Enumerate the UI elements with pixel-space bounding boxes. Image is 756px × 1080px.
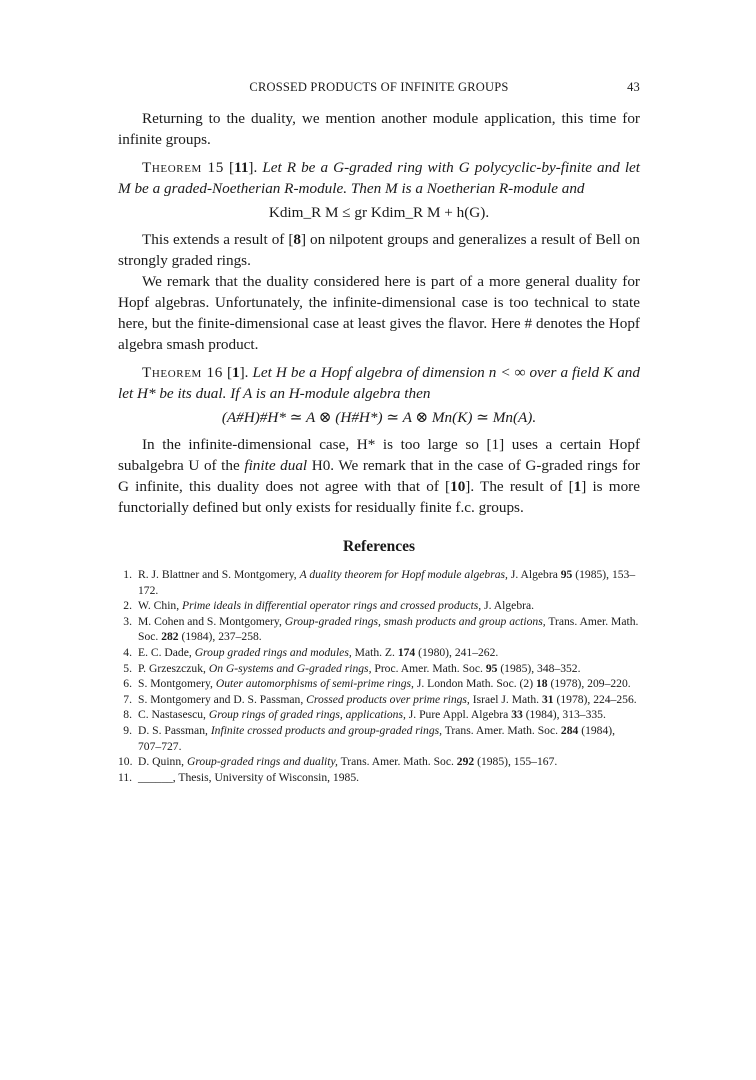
reference-title: Group-graded rings and duality,	[186, 755, 338, 769]
reference-volume: 33	[511, 708, 523, 722]
reference-item	[118, 707, 640, 723]
reference-volume: 31	[541, 692, 554, 706]
references-heading: References	[342, 538, 415, 555]
reference-details: (1985), 155–167.	[477, 755, 558, 769]
running-title: CROSSED PRODUCTS OF INFINITE GROUPS	[249, 80, 509, 94]
reference-item	[118, 598, 640, 614]
reference-volume: 284	[560, 723, 579, 737]
reference-journal: J. Pure Appl. Algebra	[408, 708, 509, 722]
reference-details: (1978), 224–256.	[556, 692, 637, 706]
reference-authors: ______,	[138, 770, 176, 784]
reference-number: 6.	[123, 677, 132, 691]
reference-details: (1985), 348–352.	[500, 661, 581, 675]
reference-authors: C. Nastasescu,	[138, 708, 206, 722]
reference-details: (1984), 707–727.	[138, 723, 616, 753]
reference-item	[118, 692, 640, 708]
reference-item	[118, 614, 640, 645]
reference-details: (1984), 237–258.	[181, 630, 262, 644]
theorem-16-citation: 1	[232, 364, 240, 381]
reference-authors: E. C. Dade,	[138, 645, 192, 659]
reference-journal: J. Algebra.	[484, 599, 535, 613]
reference-journal: Math. Z.	[354, 645, 395, 659]
reference-authors: S. Montgomery,	[138, 677, 213, 691]
reference-title: On G-systems and G-graded rings,	[208, 661, 372, 675]
reference-number: 3.	[123, 614, 132, 628]
reference-item	[118, 567, 640, 598]
reference-number: 2.	[123, 599, 132, 613]
theorem-16-formula: (A#H)#H* ≃ A ⊗ (H#H*) ≃ A ⊗ Mn(K) ≃ Mn(A).	[221, 409, 537, 426]
reference-journal: Thesis, University of Wisconsin, 1985.	[178, 770, 360, 784]
reference-journal: Trans. Amer. Math. Soc.	[138, 614, 639, 644]
reference-authors: W. Chin,	[138, 599, 180, 613]
reference-volume: 95	[485, 661, 498, 675]
reference-authors: P. Grzeszczuk,	[138, 661, 206, 675]
reference-journal: J. Algebra	[510, 568, 558, 581]
reference-details: (1978), 209–220.	[550, 677, 631, 691]
running-head	[118, 80, 640, 95]
theorem-16: Theorem 16 [1]. Let H be a Hopf algebra of dimension n < ∞ over a field K and let H* be its dual. If A is an H-module algebra then	[118, 364, 640, 402]
citation-1: 1	[573, 478, 582, 495]
reference-item	[118, 723, 640, 754]
theorem-15-formula: Kdim_R M ≤ gr Kdim_R M + h(G).	[268, 204, 490, 221]
theorem-16-statement: Let H be a Hopf algebra of dimension n < ∞ over a field K and let H* be its dual. If A is an H-module algebra then	[118, 364, 640, 402]
theorem-16-label: Theorem 16	[142, 364, 223, 381]
reference-number: 1.	[123, 568, 132, 581]
reference-authors: D. S. Passman,	[138, 723, 208, 737]
paragraph-duality-intro: Returning to the duality, we mention another module application, this time for infinite groups.	[118, 110, 640, 148]
reference-journal: Trans. Amer. Math. Soc.	[444, 723, 558, 737]
reference-number: 10.	[118, 755, 133, 769]
reference-number: 8.	[123, 708, 132, 722]
theorem-15-statement: Let R be a G-graded ring with G polycyclic-by-finite and let M be a graded-Noetherian R-module. Then M is a Noetherian R-module and	[118, 159, 641, 197]
reference-journal: Israel J. Math.	[472, 692, 540, 706]
reference-journal: J. London Math. Soc. (2)	[416, 677, 534, 691]
reference-details: (1985), 153–172.	[138, 568, 636, 597]
reference-authors: R. J. Blattner and S. Montgomery,	[138, 568, 297, 581]
paragraph-hopf-remark: We remark that the duality considered here is part of a more general duality for Hopf algebras. Unfortunately, the infinite-dimensional case is too technical to state here, but the finite-dimensional case at least gives the flavor. Here # denotes the Hopf algebra smash product.	[118, 273, 640, 353]
reference-item	[118, 754, 640, 770]
reference-title: Group graded rings and modules,	[194, 645, 352, 659]
reference-number: 11.	[118, 770, 133, 784]
reference-title: Infinite crossed products and group-graded rings,	[210, 723, 443, 737]
reference-list	[118, 567, 640, 785]
citation-8: 8	[293, 231, 301, 248]
citation-10: 10	[450, 478, 466, 495]
reference-item	[118, 661, 640, 677]
reference-volume: 282	[161, 630, 179, 644]
reference-item	[118, 645, 640, 661]
theorem-15-citation: 11	[234, 159, 249, 176]
reference-number: 5.	[123, 661, 132, 675]
reference-title: Prime ideals in differential operator rings and crossed products,	[182, 599, 482, 613]
reference-title: A duality theorem for Hopf module algebras,	[299, 568, 508, 581]
reference-volume: 18	[535, 677, 548, 691]
reference-journal: Trans. Amer. Math. Soc.	[340, 755, 454, 769]
reference-authors: M. Cohen and S. Montgomery,	[138, 614, 282, 628]
theorem-15: Theorem 15 [11]. Let R be a G-graded ring with G polycyclic-by-finite and let M be a graded-Noetherian R-module. Then M is a Noetherian R-module and	[118, 159, 641, 197]
reference-details: (1984), 313–335.	[525, 708, 606, 722]
reference-volume: 292	[456, 755, 475, 769]
reference-item	[118, 770, 640, 786]
theorem-15-label: Theorem 15	[142, 159, 224, 176]
reference-journal: Proc. Amer. Math. Soc.	[374, 661, 483, 675]
reference-details: (1980), 241–262.	[418, 645, 499, 659]
reference-item	[118, 676, 640, 692]
body-text	[118, 108, 640, 785]
paragraph-infinite-case: In the infinite-dimensional case, H* is too large so [1] uses a certain Hopf subalgebra U of the finite dual H0. We remark that in the case of G-graded rings for G infinite, this duality does not agree with that of [10]. The result of [1] is more functorially defined but only exists for residually finite f.c. groups.	[118, 436, 640, 516]
reference-volume: 174	[397, 645, 416, 659]
reference-number: 7.	[123, 692, 132, 706]
reference-authors: D. Quinn,	[138, 755, 185, 769]
paragraph-extension: This extends a result of [8] on nilpotent groups and generalizes a result of Bell on strongly graded rings.	[118, 231, 640, 269]
page-number: 43	[627, 80, 640, 94]
reference-number: 9.	[123, 723, 132, 737]
reference-title: Group rings of graded rings, applications,	[208, 708, 406, 722]
reference-title: Crossed products over prime rings,	[306, 692, 470, 706]
reference-number: 4.	[123, 645, 132, 659]
reference-title: Outer automorphisms of semi-prime rings,	[215, 677, 414, 691]
reference-title: Group-graded rings, smash products and group actions,	[284, 614, 546, 628]
reference-authors: S. Montgomery and D. S. Passman,	[138, 692, 304, 706]
reference-volume: 95	[560, 568, 573, 581]
